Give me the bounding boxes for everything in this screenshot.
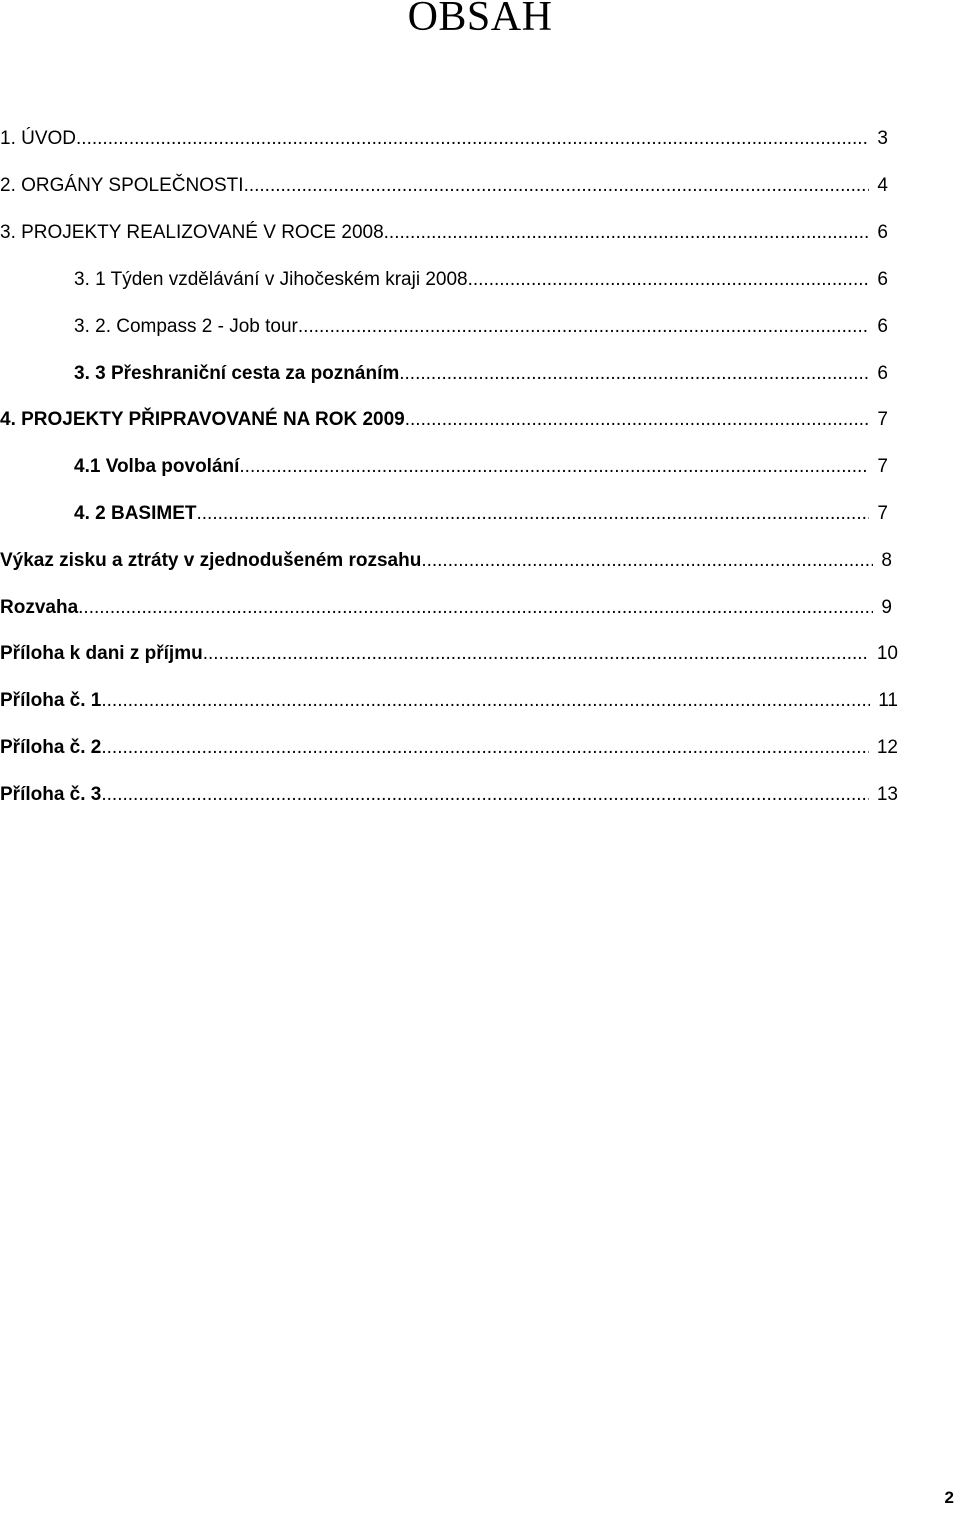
toc-entry-label: 1. ÚVOD [0,128,77,149]
toc-dot-leader [101,689,870,713]
toc-dot-leader [405,408,870,432]
toc-entry-page: 13 [876,784,898,805]
toc-entry-label: Rozvaha [0,597,79,618]
toc-entry-page: 7 [877,456,888,477]
toc-entry-compass-job-tour[interactable] [74,315,888,339]
toc-entry-page: 6 [877,269,888,290]
toc-entry-basimet[interactable] [74,502,888,526]
toc-dot-leader [101,783,868,807]
toc-entry-organy-spolecnosti[interactable] [0,174,888,198]
toc-dot-leader [399,362,869,386]
toc-entry-label: Příloha č. 2 [0,737,102,758]
toc-dot-leader [203,642,869,666]
toc-dot-leader [421,549,873,573]
toc-entry-label: Příloha č. 1 [0,690,102,711]
toc-entry-page: 6 [877,222,888,243]
toc-entry-page: 9 [881,597,892,618]
toc-dot-leader [76,127,869,151]
toc-dot-leader [101,736,868,760]
toc-entry-label: Výkaz zisku a ztráty v zjednodušeném rozsahu [0,550,422,571]
toc-entry-page: 10 [876,643,898,664]
toc-entry-priloha-k-dani[interactable] [0,642,898,666]
toc-dot-leader [384,221,870,245]
toc-entry-label: Příloha k dani z příjmu [0,643,203,664]
toc-entry-page: 12 [876,737,898,758]
toc-entry-priloha-2[interactable] [0,736,898,760]
toc-entry-page: 6 [877,316,888,337]
toc-entry-page: 7 [877,503,888,524]
toc-dot-leader [244,174,870,198]
toc-entry-page: 7 [877,409,888,430]
toc-entry-label: 4. PROJEKTY PŘIPRAVOVANÉ NA ROK 2009 [0,409,405,430]
toc-dot-leader [78,596,873,620]
toc-entry-label: 3. 3 Přeshraniční cesta za poznáním [74,363,400,384]
toc-entry-tyden-vzdelavani[interactable] [74,268,888,292]
toc-entry-page: 4 [877,175,888,196]
toc-entry-priloha-3[interactable] [0,783,898,807]
toc-entry-label: 2. ORGÁNY SPOLEČNOSTI [0,175,244,196]
toc-dot-leader [468,268,870,292]
toc-dot-leader [196,502,869,526]
toc-entry-label: 4. 2 BASIMET [74,503,197,524]
toc-dot-leader [298,315,870,339]
toc-entry-label: 3. PROJEKTY REALIZOVANÉ V ROCE 2008 [0,222,384,243]
toc-entry-label: 3. 2. Compass 2 - Job tour [74,316,298,337]
toc-entry-label: 4.1 Volba povolání [74,456,240,477]
toc-dot-leader [239,455,869,479]
toc-entry-preshranicni-cesta[interactable] [74,362,888,386]
page-number: 2 [944,1488,954,1507]
toc-entry-projekty-pripravovane[interactable] [0,408,888,432]
toc-entry-label: Příloha č. 3 [0,784,102,805]
toc-entry-rozvaha[interactable] [0,596,892,620]
toc-entry-page: 8 [881,550,892,571]
toc-entry-label: 3. 1 Týden vzdělávání v Jihočeském kraji 2008 [74,269,468,290]
document-title: OBSAH [407,0,553,40]
toc-entry-vykaz-zisku[interactable] [0,549,892,573]
toc-entry-priloha-1[interactable] [0,689,898,713]
toc-entry-page: 3 [877,128,888,149]
toc-entry-page: 6 [877,363,888,384]
toc-entry-page: 11 [878,690,898,711]
toc-entry-uvod[interactable] [0,127,888,151]
toc-entry-projekty-realizovane[interactable] [0,221,888,245]
toc-entry-volba-povolani[interactable] [74,455,888,479]
